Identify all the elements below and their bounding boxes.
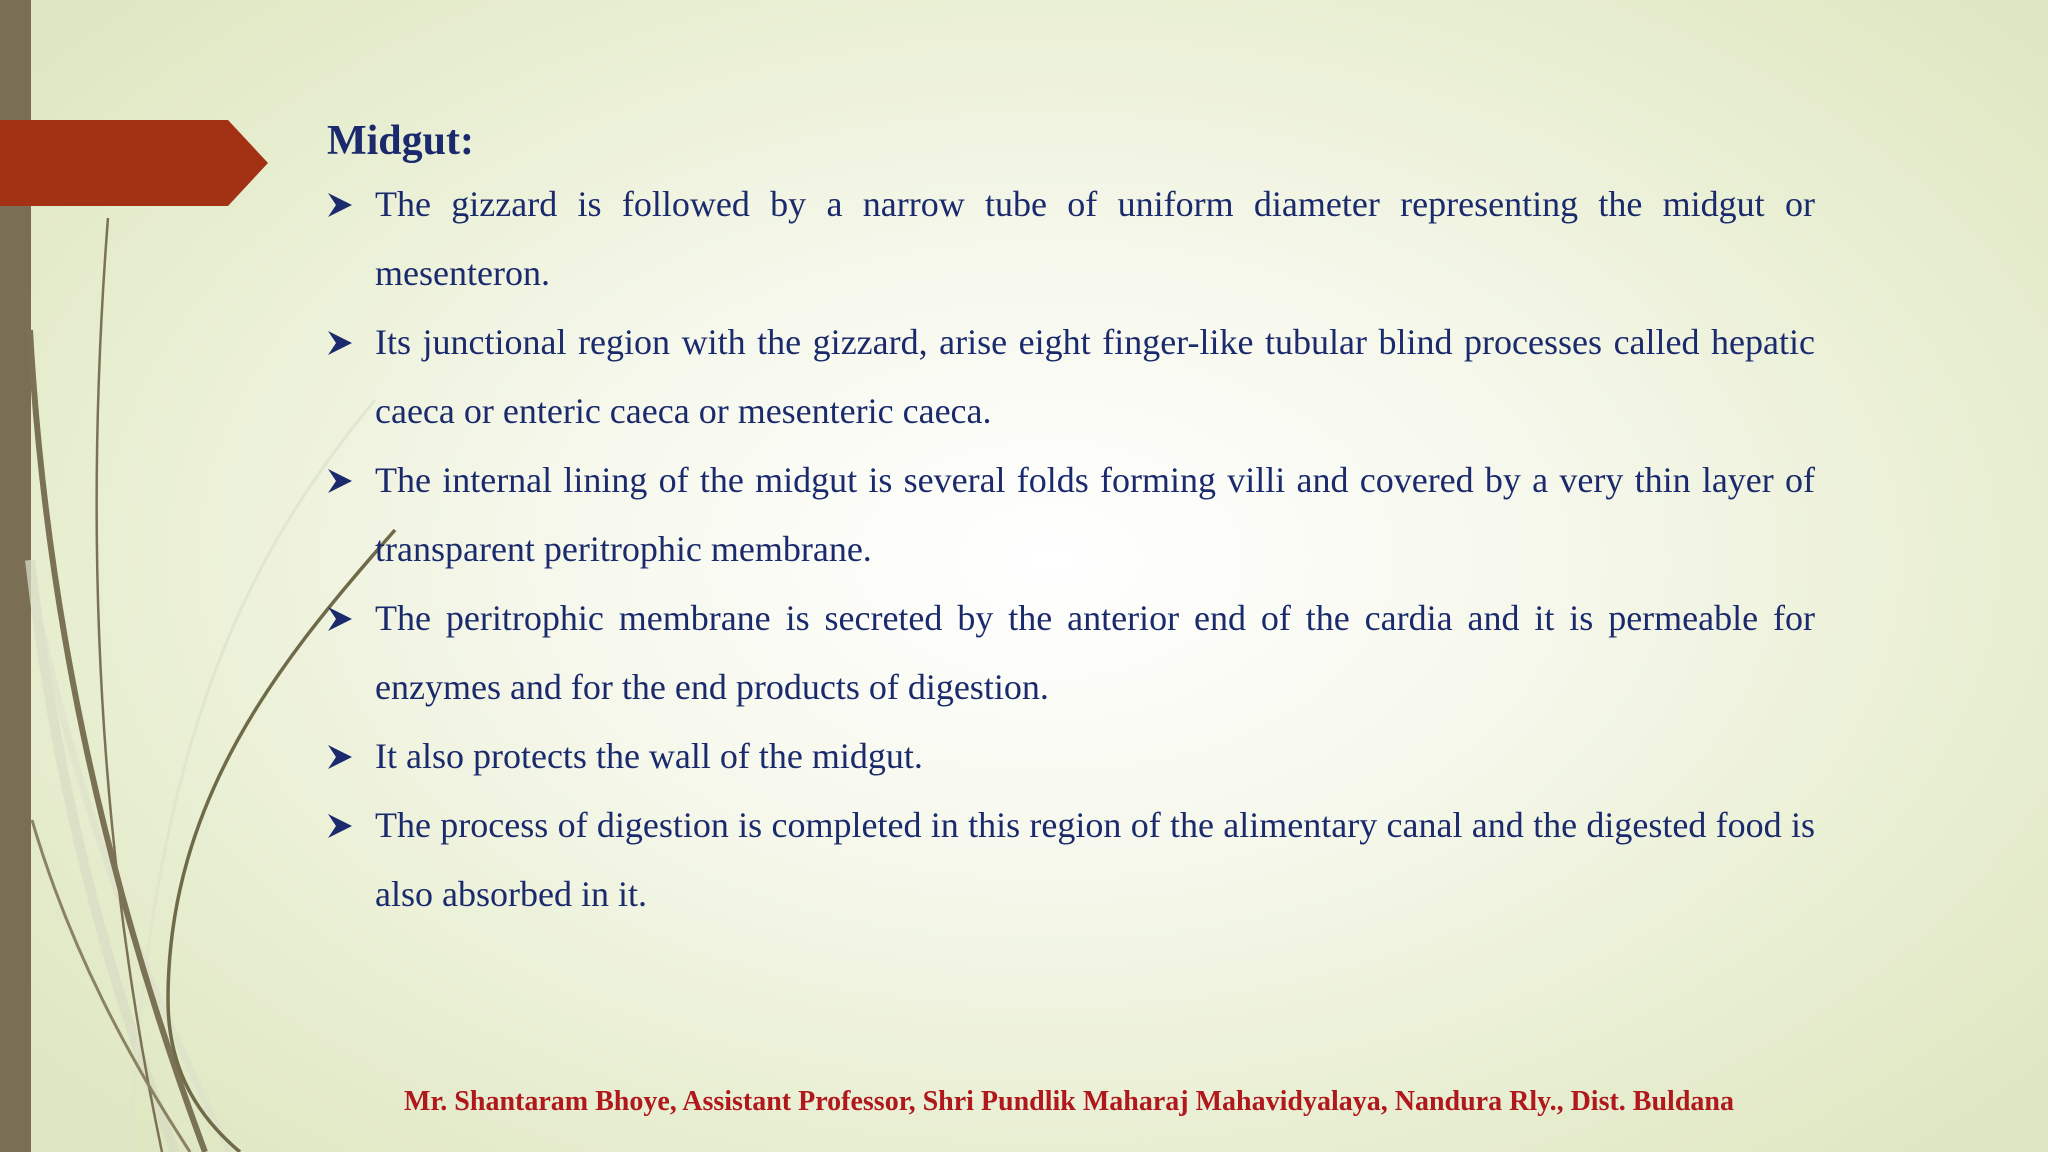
bullet-item (327, 170, 1815, 308)
bullet-text: The peritrophic membrane is secreted by the anterior end of the cardia and it is permeable for enzymes and for the end products of digestion. (375, 598, 1815, 707)
arrowhead-bullet-icon (327, 813, 353, 839)
bullet-item (327, 308, 1815, 446)
bullet-text: The process of digestion is completed in this region of the alimentary canal and the digested food is also absorbed in it. (375, 805, 1815, 914)
bullet-text: The gizzard is followed by a narrow tube of uniform diameter representing the midgut or mesenteron. (375, 184, 1815, 293)
slide-title: Midgut: (327, 118, 474, 164)
bullet-list (327, 170, 1815, 929)
arrowhead-bullet-icon (327, 468, 353, 494)
arrowhead-bullet-icon (327, 192, 353, 218)
bullet-item (327, 791, 1815, 929)
arrowhead-bullet-icon (327, 330, 353, 356)
bullet-text: It also protects the wall of the midgut. (375, 736, 923, 776)
bullet-item (327, 446, 1815, 584)
bullet-text: The internal lining of the midgut is several folds forming villi and covered by a very thin layer of transparent peritrophic membrane. (375, 460, 1815, 569)
arrowhead-bullet-icon (327, 744, 353, 770)
bullet-item (327, 584, 1815, 722)
bullet-text: Its junctional region with the gizzard, arise eight finger-like tubular blind processes called hepatic caeca or enteric caeca or mesenteric caeca. (375, 322, 1815, 431)
footer-credit: Mr. Shantaram Bhoye, Assistant Professor, Shri Pundlik Maharaj Mahavidyalaya, Nandura Rly., Dist. Buldana (404, 1086, 1734, 1117)
arrowhead-bullet-icon (327, 606, 353, 632)
pentagon-arrow-icon (0, 120, 270, 206)
bullet-item (327, 722, 1815, 791)
